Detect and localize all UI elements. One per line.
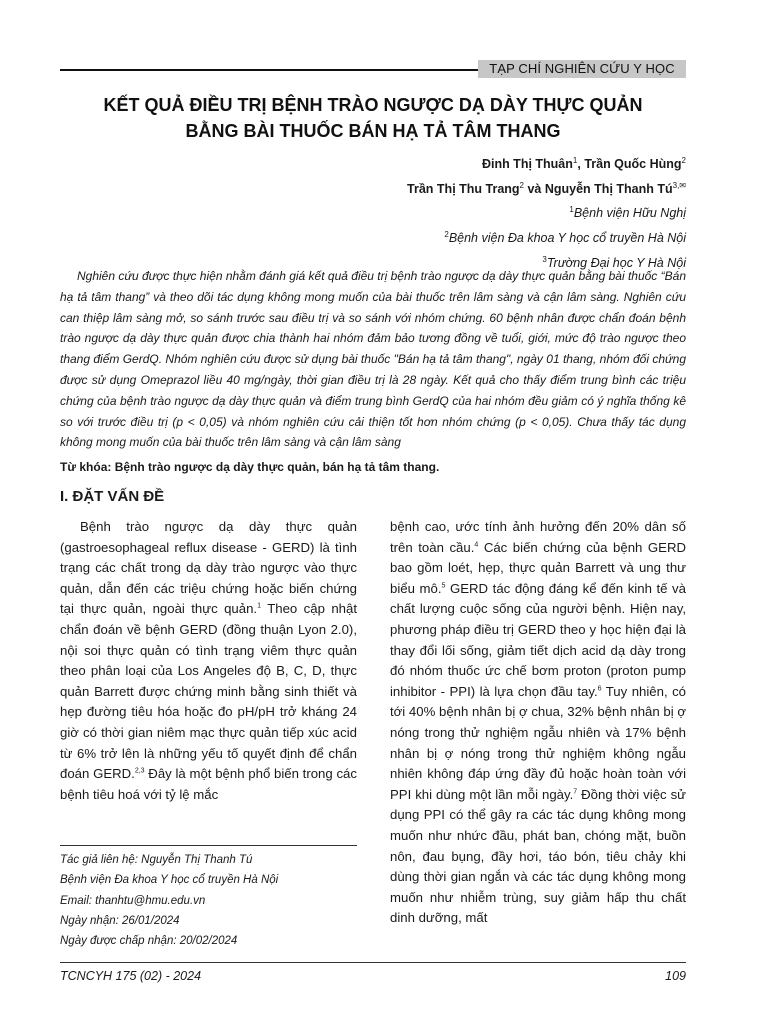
citation-ref: 6 bbox=[597, 685, 602, 693]
author-4: Nguyễn Thị Thanh Tú bbox=[544, 182, 673, 197]
body-text: Các biến chứng của bệnh GERD bao gồm loét, hẹp, thực quản Barrett và ung thư biểu mô. bbox=[390, 539, 686, 596]
citation-ref: 2,3 bbox=[134, 767, 145, 775]
author-3-affil: 2 bbox=[519, 181, 524, 191]
body-text: bệnh cao, ước tính ảnh hưởng đến 20% dân số trên toàn cầu. bbox=[390, 519, 686, 555]
affiliation-name: Bệnh viện Hữu Nghị bbox=[573, 206, 686, 221]
affiliation-number: 2 bbox=[444, 230, 449, 240]
body-text: Đồng thời việc sử dụng PPI có thể gây ra các tác dụng không mong muốn như nhức đầu, phát ban, chóng mặt, buồn nôn, đau bụng, đầy hơi, táo bón, tiêu chảy khi dùng thời gian ngắn và các tác dụng không mong muốn như nhiễm trùng, suy giảm hấp thu chất dinh dưỡng, mất bbox=[390, 786, 686, 926]
affiliation-item bbox=[286, 199, 686, 224]
footer-rule bbox=[60, 962, 686, 963]
journal-tag: TẠP CHÍ NGHIÊN CỨU Y HỌC bbox=[478, 60, 686, 78]
author-conjunction: và bbox=[524, 182, 545, 197]
body-text: Tuy nhiên, có tới 40% bệnh nhân bị ợ chua, 32% bệnh nhân bị ợ nóng trong thử nghiệm ngẫu nhiên và 17% bệnh nhân bị ợ nóng trong thử nghiệm không ngẫu nhiên không đáp ứng đầy đủ hoặc hoàn toàn với PPI khi dùng một lần mỗi ngày. bbox=[390, 683, 686, 802]
affiliation-number: 1 bbox=[569, 205, 574, 214]
section-heading: I. ĐẶT VẤN ĐỀ bbox=[60, 488, 165, 505]
author-4-affil: 3,✉ bbox=[672, 181, 686, 191]
author-3: Trần Thị Thu Trang bbox=[407, 182, 520, 197]
citation-ref: 4 bbox=[474, 541, 479, 549]
author-2-affil: 2 bbox=[681, 156, 686, 165]
footnote-rule bbox=[60, 845, 357, 846]
title-line-2: BẰNG BÀI THUỐC BÁN HẠ TẢ TÂM THANG bbox=[185, 121, 561, 141]
author-1: Đinh Thị Thuân bbox=[481, 157, 573, 172]
article-title bbox=[60, 92, 686, 144]
corresponding-email[interactable]: Email: thanhtu@hmu.edu.vn bbox=[60, 894, 206, 907]
abstract: Nghiên cứu được thực hiện nhằm đánh giá kết quả điều trị bệnh trào ngược dạ dày thực quản bằng bài thuốc “Bán hạ tả tâm thang” và theo dõi tác dụng không mong muốn của bài thuốc trên lâm sàng và cận lâm sàng. Nghiên cứu can thiệp lâm sàng mở, so sánh trước sau điều trị và so sánh với nhóm chứng. 60 bệnh nhân được chẩn đoán bệnh trào ngược dạ dày thực quản được chia thành hai nhóm đảm bảo tương đồng về tuổi, giới, mức độ trào ngược theo thang điểm GerdQ. Nhóm nghiên cứu được sử dụng bài thuốc "Bán hạ tả tâm thang", ngày 01 thang, nhóm đối chứng được sử dụng Omeprazol liều 40 mg/ngày, thời gian điều trị là 28 ngày. Kết quả cho thấy điểm trung bình các triệu chứng của bệnh trào ngược dạ dày thực quản và điểm trung bình GerdQ của hai nhóm đều giảm có ý nghĩa thống kê so với trước điều trị (p < 0,05) và nhóm nghiên cứu cải thiện tốt hơn nhóm chứng (p < 0,05). Chưa thấy tác dụng không mong muốn của bài thuốc trên lâm sàng và cận lâm sàng bbox=[60, 269, 686, 450]
citation-ref: 7 bbox=[573, 788, 578, 796]
footnotes bbox=[60, 850, 370, 951]
author-list bbox=[126, 150, 686, 200]
body-column-right bbox=[390, 517, 686, 929]
author-separator: , bbox=[577, 157, 585, 172]
author-line-2 bbox=[126, 175, 686, 200]
affiliation-list bbox=[286, 199, 686, 274]
header-rule bbox=[60, 69, 478, 71]
affiliation-number: 3 bbox=[542, 255, 547, 265]
page-number: 109 bbox=[665, 969, 686, 983]
title-line-1: KẾT QUẢ ĐIỀU TRỊ BỆNH TRÀO NGƯỢC DẠ DÀY THỰC QUẢN bbox=[103, 95, 643, 115]
body-column-left bbox=[60, 517, 357, 805]
received-date: Ngày nhận: 26/01/2024 bbox=[60, 914, 180, 927]
body-text: Bệnh trào ngược dạ dày thực quản (gastroesophageal reflux disease - GERD) là tình trạng các chất trong dạ dày trào ngược vào thực quản, dẫn đến các triệu chứng hoặc biến chứng tại thực quản, ngoài thực quản. bbox=[60, 519, 357, 617]
author-2: Trần Quốc Hùng bbox=[584, 157, 682, 172]
affiliation-name: Bệnh viện Đa khoa Y học cổ truyền Hà Nội bbox=[448, 231, 686, 246]
keywords: Từ khóa: Bệnh trào ngược dạ dày thực quản, bán hạ tả tâm thang. bbox=[60, 460, 440, 474]
corresponding-author: Tác giả liên hệ: Nguyễn Thị Thanh Tú bbox=[60, 854, 253, 866]
affiliation-item bbox=[286, 224, 686, 249]
body-text: Đây là một bệnh phổ biến trong các bệnh tiêu hoá với tỷ lệ mắc bbox=[60, 766, 357, 802]
citation-ref: 1 bbox=[257, 602, 262, 610]
body-text: GERD tác động đáng kể đến kinh tế và chất lượng cuộc sống của người bệnh. Hiện nay, phương pháp điều trị GERD theo y học hiện đại là thay đổi lối sống, giảm tiết dịch acid dạ dày trong đó nhóm thuốc ức chế bơm proton (proton pump inhibitor - PPI) là lựa chọn đầu tay. bbox=[390, 580, 686, 699]
body-text: Theo cập nhật chẩn đoán về bệnh GERD (đồng thuận Lyon 2.0), nội soi thực quản có tình trạng viêm thực quản theo phân loại của Los Angeles độ B, C, D, thực quản Barrett được chứng minh bằng sinh thiết và hẹp đường tiêu hóa hoặc đo pH/pH trở kháng 24 giờ có thời gian niêm mạc thực quản tiếp xúc acid từ 6% trở lên là những yếu tố quyết định để chẩn đoán GERD. bbox=[60, 601, 358, 782]
affiliation-name: Trường Đại học Y Hà Nội bbox=[546, 256, 686, 271]
author-1-affil: 1 bbox=[572, 156, 578, 165]
footer-citation: TCNCYH 175 (02) - 2024 bbox=[60, 969, 202, 983]
corresponding-institution: Bệnh viện Đa khoa Y học cổ truyền Hà Nội bbox=[60, 874, 279, 887]
accepted-date: Ngày được chấp nhận: 20/02/2024 bbox=[60, 935, 238, 948]
citation-ref: 5 bbox=[441, 582, 446, 590]
author-line-1 bbox=[126, 150, 686, 175]
